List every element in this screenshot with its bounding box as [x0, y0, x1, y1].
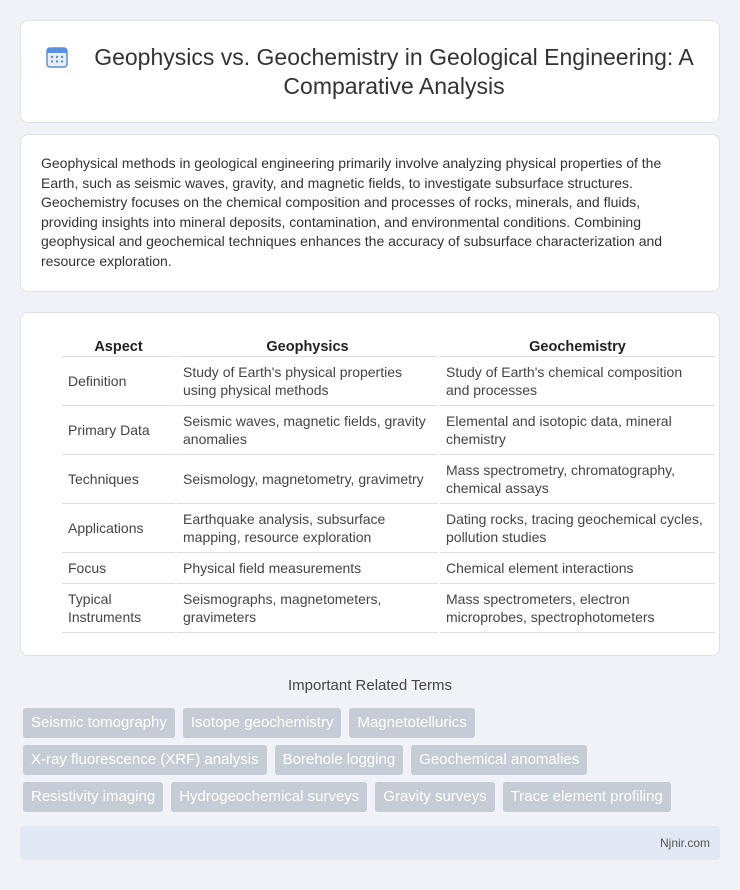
row-geophysics: Seismographs, magnetometers, gravimeters — [177, 584, 438, 633]
row-aspect: Primary Data — [62, 406, 175, 455]
related-term-tag[interactable]: Seismic tomography — [23, 708, 175, 738]
related-terms-row — [23, 745, 595, 775]
page-title: Geophysics vs. Geochemistry in Geological Engineering: A Comparative Analysis — [94, 43, 694, 99]
related-terms-row — [23, 782, 679, 812]
row-geochemistry: Chemical element interactions — [440, 553, 715, 584]
comparison-table-card — [20, 312, 720, 656]
row-aspect: Typical Instruments — [62, 584, 175, 633]
row-aspect: Definition — [62, 357, 175, 406]
related-term-tag[interactable]: Borehole logging — [275, 745, 404, 775]
row-aspect: Techniques — [62, 455, 175, 504]
related-term-tag[interactable]: Gravity surveys — [375, 782, 494, 812]
table-row — [62, 357, 715, 406]
row-geophysics: Seismic waves, magnetic fields, gravity anomalies — [177, 406, 438, 455]
table-row — [62, 553, 715, 584]
row-aspect: Applications — [62, 504, 175, 553]
row-aspect: Focus — [62, 553, 175, 584]
comparison-table — [60, 332, 717, 633]
row-geochemistry: Mass spectrometry, chromatography, chemical assays — [440, 455, 715, 504]
row-geophysics: Seismology, magnetometry, gravimetry — [177, 455, 438, 504]
related-terms-title: Important Related Terms — [288, 677, 452, 694]
related-term-tag[interactable]: Isotope geochemistry — [183, 708, 342, 738]
related-term-tag[interactable]: X-ray fluorescence (XRF) analysis — [23, 745, 267, 775]
row-geophysics: Study of Earth's physical properties using physical methods — [177, 357, 438, 406]
row-geochemistry: Dating rocks, tracing geochemical cycles, pollution studies — [440, 504, 715, 553]
row-geochemistry: Elemental and isotopic data, mineral chemistry — [440, 406, 715, 455]
table-header-row — [62, 332, 715, 357]
related-term-tag[interactable]: Trace element profiling — [503, 782, 671, 812]
header-card — [20, 20, 720, 123]
row-geochemistry: Mass spectrometers, electron microprobes, spectrophotometers — [440, 584, 715, 633]
table-row — [62, 504, 715, 553]
header-geochemistry: Geochemistry — [440, 332, 715, 357]
related-term-tag[interactable]: Resistivity imaging — [23, 782, 163, 812]
related-terms-row — [23, 708, 483, 738]
row-geophysics: Physical field measurements — [177, 553, 438, 584]
calendar-icon — [45, 45, 69, 69]
table-row — [62, 455, 715, 504]
header-aspect: Aspect — [62, 332, 175, 357]
row-geochemistry: Study of Earth's chemical composition and processes — [440, 357, 715, 406]
footer-brand[interactable]: Njnir.com — [659, 836, 710, 850]
table-row — [62, 584, 715, 633]
related-term-tag[interactable]: Geochemical anomalies — [411, 745, 587, 775]
footer-bar — [20, 826, 720, 860]
row-geophysics: Earthquake analysis, subsurface mapping, resource exploration — [177, 504, 438, 553]
header-geophysics: Geophysics — [177, 332, 438, 357]
intro-card — [20, 134, 720, 292]
intro-paragraph: Geophysical methods in geological engineering primarily involve analyzing physical properties of the Earth, such as seismic waves, gravity, and magnetic fields, to investigate subsurface structures. Geochemistry focuses on the chemical composition and processes of rocks, minerals, and fluids, providing insights into mineral deposits, contamination, and environmental conditions. Combining geophysical and geochemical techniques enhances the accuracy of subsurface characterization and resource exploration. — [41, 155, 663, 269]
related-term-tag[interactable]: Hydrogeochemical surveys — [171, 782, 367, 812]
related-term-tag[interactable]: Magnetotellurics — [349, 708, 474, 738]
table-row — [62, 406, 715, 455]
